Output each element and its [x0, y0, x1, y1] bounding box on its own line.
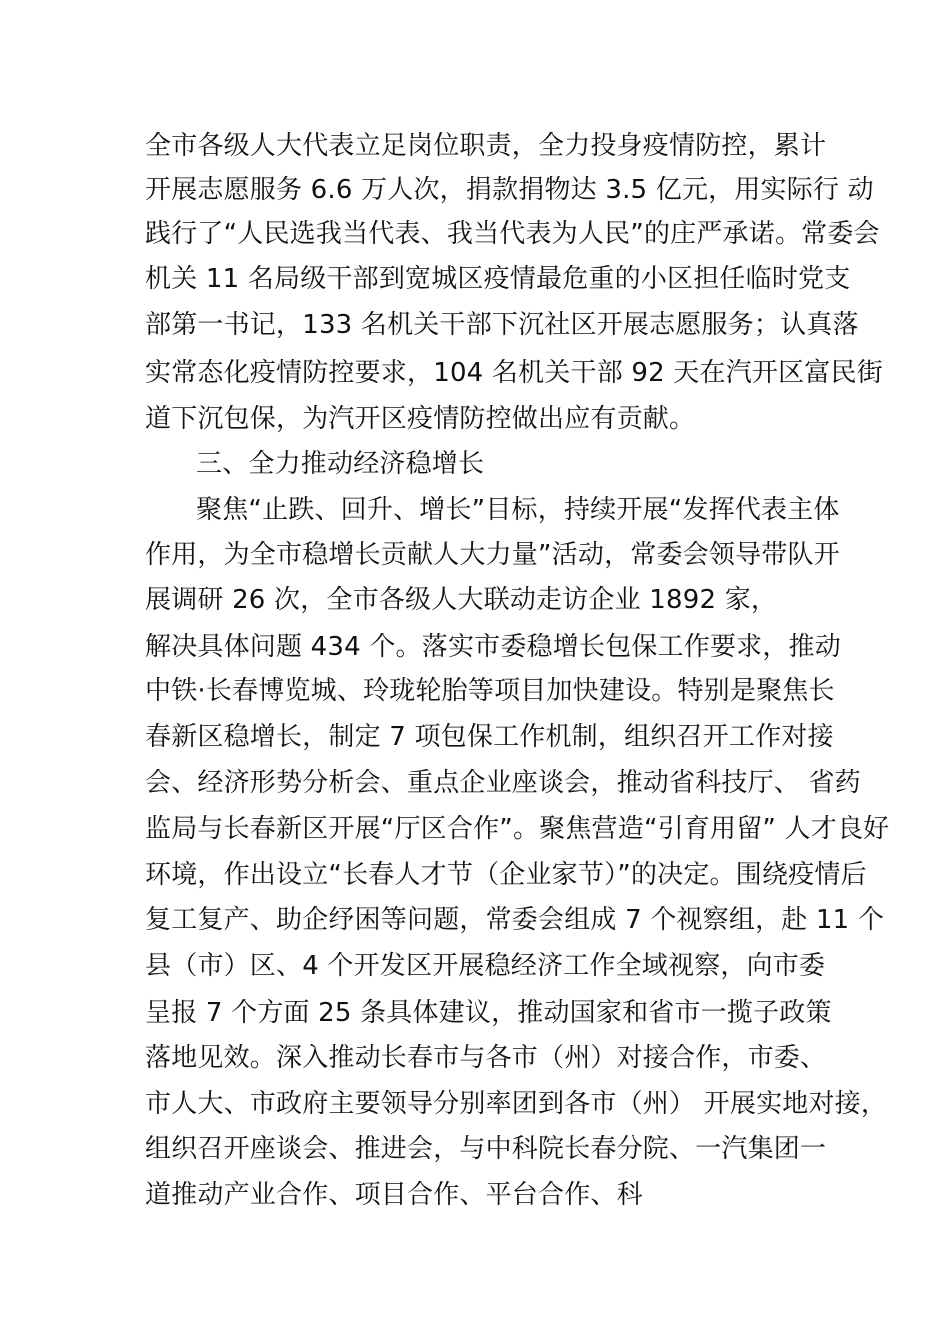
text-line: 展调研 26 次，全市各级人大联动走访企业 1892 家，	[145, 585, 778, 615]
text-line: 市人大、市政府主要领导分别率团到各市（州） 开展实地对接，	[145, 1089, 888, 1119]
text-line: 全市各级人大代表立足岗位职责，全力投身疫情防控，累计	[145, 131, 827, 161]
text-line: 组织召开座谈会、推进会，与中科院长春分院、一汽集团一	[145, 1134, 827, 1164]
text-line: 县（市）区、4 个开发区开展稳经济工作全域视察，向市委	[145, 951, 826, 981]
text-line: 道推动产业合作、项目合作、平台合作、科	[145, 1180, 643, 1210]
text-line: 落地见效。深入推动长春市与各市（州）对接合作，市委、	[145, 1043, 827, 1073]
text-line: 监局与长春新区开展“厅区合作”。聚焦营造“引育用留” 人才良好	[145, 814, 890, 844]
text-line: 环境，作出设立“长春人才节（企业家节）”的决定。围绕疫情后	[145, 860, 867, 890]
text-line: 呈报 7 个方面 25 条具体建议，推动国家和省市一揽子政策	[145, 998, 832, 1028]
text-line: 中铁·长春博览城、玲珑轮胎等项目加快建设。特别是聚焦长	[145, 676, 835, 706]
text-line: 春新区稳增长，制定 7 项包保工作机制，组织召开工作对接	[145, 722, 834, 752]
text-line: 践行了“人民选我当代表、我当代表为人民”的庄严承诺。常委会	[145, 219, 880, 249]
text-line: 作用，为全市稳增长贡献人大力量”活动，常委会领导带队开	[145, 540, 840, 570]
text-line: 会、经济形势分析会、重点企业座谈会，推动省科技厅、 省药	[145, 768, 861, 798]
text-line: 实常态化疫情防控要求，104 名机关干部 92 天在汽开区富民街	[145, 358, 883, 388]
text-line: 部第一书记，133 名机关干部下沉社区开展志愿服务；认真落	[145, 310, 859, 340]
text-line: 解决具体问题 434 个。落实市委稳增长包保工作要求，推动	[145, 632, 841, 662]
paragraph-first-line: 聚焦“止跌、回升、增长”目标，持续开展“发挥代表主体	[196, 495, 840, 525]
text-line: 机关 11 名局级干部到宽城区疫情最危重的小区担任临时党支	[145, 264, 851, 294]
text-line: 道下沉包保，为汽开区疫情防控做出应有贡献。	[145, 404, 696, 434]
text-line: 开展志愿服务 6.6 万人次，捐款捐物达 3.5 亿元，用实际行 动	[145, 175, 874, 205]
section-heading: 三、全力推动经济稳增长	[196, 449, 485, 479]
text-line: 复工复产、助企纾困等问题，常委会组成 7 个视察组，赴 11 个	[145, 905, 885, 935]
